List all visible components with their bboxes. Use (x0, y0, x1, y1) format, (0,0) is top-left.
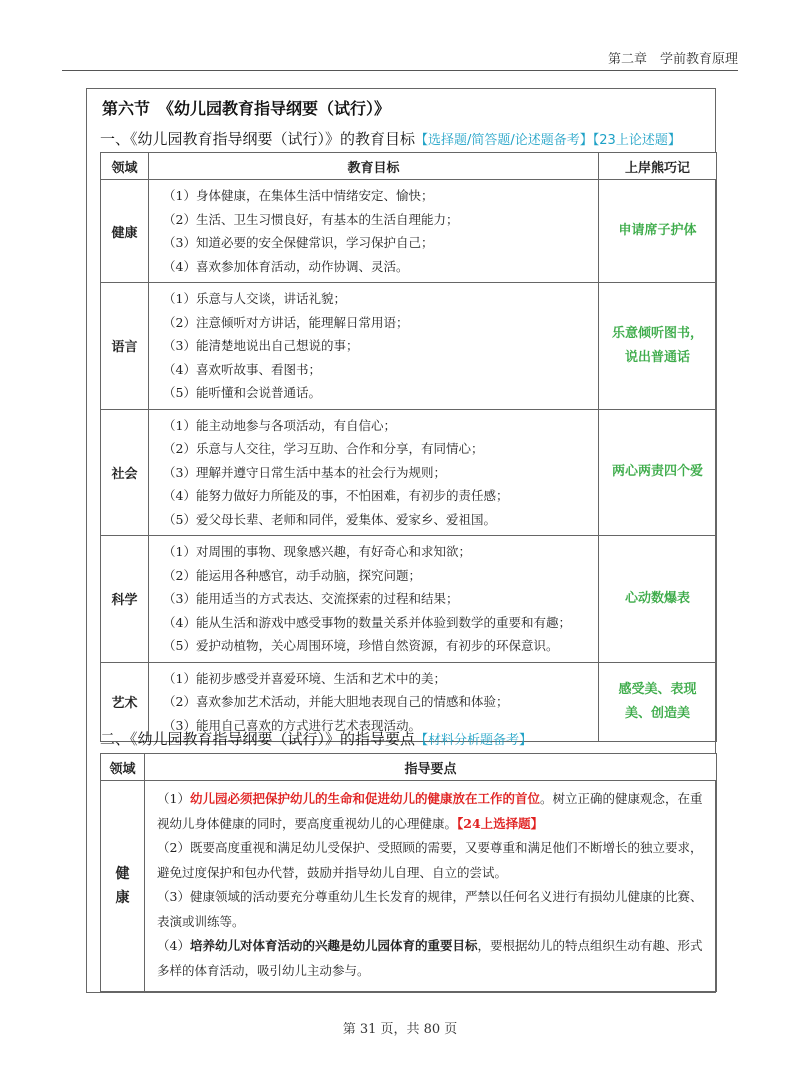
domain-cell: 科学 (101, 536, 149, 663)
col-header-domain: 领域 (101, 754, 145, 781)
goal-line: （2）生活、卫生习惯良好，有基本的生活自理能力； (163, 211, 459, 227)
part2-tags: 【材料分析题备考】 (415, 733, 533, 748)
goal-line: （2）能运用各种感官，动手动脑，探究问题； (163, 567, 421, 583)
goal-line: （5）能听懂和会说普通话。 (163, 385, 321, 400)
mnemonic-cell: 两心两责四个爱 (599, 409, 717, 536)
goals-cell (149, 536, 599, 663)
point-emphasis: 幼儿园必须把保护幼儿的生命和促进幼儿的健康放在工作的首位 (189, 791, 540, 806)
section-title: 第六节 《幼儿园教育指导纲要（试行）》 (102, 99, 391, 118)
goal-line: （3）能清楚地说出自己想说的事； (163, 338, 359, 353)
page-number: 第 31 页，共 80 页 (342, 1022, 458, 1037)
col-header-tip: 上岸熊巧记 (599, 153, 717, 180)
domain-cell (101, 781, 145, 992)
point-emphasis: 培养幼儿对体育活动的兴趣是幼儿园体育的重要目标 (189, 938, 478, 953)
goal-line: （5）爱护动植物，关心周围环境，珍惜自然资源，有初步的环保意识。 (163, 638, 559, 653)
part1-heading (100, 128, 681, 149)
guidance-table (100, 753, 717, 992)
table-row (101, 283, 717, 410)
guidance-table-header (101, 754, 717, 781)
part1-heading-text: 一、《幼儿园教育指导纲要（试行）》的教育目标 (100, 130, 416, 148)
header-rule (62, 70, 738, 71)
point-text: 。树立正确的健康观念，在重视幼儿身体健康的同时，要高度重视幼儿的心理健康。 (157, 791, 703, 831)
guidance-point-3: （3）健康领域的活动要充分尊重幼儿生长发育的规律，严禁以任何名义进行有损幼儿健康的比赛、表演或训练等。 (157, 889, 703, 929)
guidance-point-1 (157, 787, 708, 836)
guidance-point-2: （2）既要高度重视和满足幼儿受保护、受照顾的需要，又要尊重和满足他们不断增长的独立要求，避免过度保护和包办代替，鼓励并指导幼儿自理、自立的尝试。 (157, 840, 703, 880)
goal-line: （5）爱父母长辈、老师和同伴，爱集体、爱家乡、爱祖国。 (163, 511, 496, 527)
guidance-point-4 (157, 934, 708, 983)
goal-line: （3）能用适当的方式表达、交流探索的过程和结果； (163, 591, 459, 606)
goal-line: （1）能主动地参与各项活动，有自信心； (163, 417, 396, 433)
goal-line: （4）喜欢听故事、看图书； (163, 361, 321, 377)
domain-cell: 健康 (101, 180, 149, 283)
goal-line: （2）注意倾听对方讲话，能理解日常用语； (163, 314, 409, 330)
domain-cell: 语言 (101, 283, 149, 410)
point-text: ，要根据幼儿的特点组织生动有趣、形式多样的体育活动，吸引幼儿主动参与。 (157, 938, 703, 978)
domain-cell: 艺术 (101, 662, 149, 742)
goal-line: （1）能初步感受并喜爱环境、生活和艺术中的美； (163, 670, 446, 686)
goals-cell (149, 409, 599, 536)
table-row (101, 781, 717, 992)
goal-line: （3）理解并遵守日常生活中基本的社会行为规则； (163, 464, 446, 480)
goal-line: （4）能从生活和游戏中感受事物的数量关系并体验到数学的重要和有趣； (163, 614, 571, 630)
goal-line: （3）知道必要的安全保健常识，学习保护自己； (163, 235, 434, 250)
mnemonic-cell: 感受美、表现美、创造美 (599, 662, 717, 742)
part2-heading (100, 728, 532, 749)
goal-line: （2）喜欢参加艺术活动，并能大胆地表现自己的情感和体验； (163, 694, 509, 709)
part1-tags: 【选择题/简答题/论述题备考】【23上论述题】 (415, 133, 681, 148)
col-header-goals: 教育目标 (149, 153, 599, 180)
goal-line: （1）身体健康，在集体生活中情绪安定、愉快； (163, 188, 434, 203)
running-head: 第二章 学前教育原理 (607, 52, 738, 67)
table-row (101, 180, 717, 283)
domain-vertical-text (102, 862, 143, 910)
col-header-points: 指导要点 (145, 754, 717, 781)
domain-char: 健 (115, 866, 130, 882)
points-cell (145, 781, 717, 992)
part2-heading-text: 二、《幼儿园教育指导纲要（试行）》的指导要点 (100, 730, 416, 748)
exam-tag: 【24上选择题】 (457, 815, 544, 831)
goals-cell (149, 283, 599, 410)
mnemonic-cell: 心动数爆表 (599, 536, 717, 663)
mnemonic-cell: 乐意倾听图书，说出普通话 (599, 283, 717, 410)
goals-table-header (101, 153, 717, 180)
point-number: （4） (157, 938, 190, 953)
goal-line: （4）喜欢参加体育活动，动作协调、灵活。 (163, 258, 409, 274)
goal-line: （4）能努力做好力所能及的事，不怕困难，有初步的责任感； (163, 488, 509, 503)
goal-line: （2）乐意与人交往，学习互助、合作和分享，有同情心； (163, 441, 484, 456)
col-header-domain: 领域 (101, 153, 149, 180)
goals-cell (149, 180, 599, 283)
goal-line: （1）乐意与人交谈，讲话礼貌； (163, 291, 346, 306)
table-row (101, 409, 717, 536)
domain-cell: 社会 (101, 409, 149, 536)
table-row (101, 536, 717, 663)
mnemonic-cell: 申请席子护体 (599, 180, 717, 283)
point-number: （1） (157, 791, 190, 806)
goal-line: （3）能用自己喜欢的方式进行艺术表现活动。 (163, 717, 421, 733)
goals-table (100, 152, 717, 742)
goal-line: （1）对周围的事物、现象感兴趣，有好奇心和求知欲； (163, 544, 471, 559)
domain-char: 康 (115, 890, 130, 906)
